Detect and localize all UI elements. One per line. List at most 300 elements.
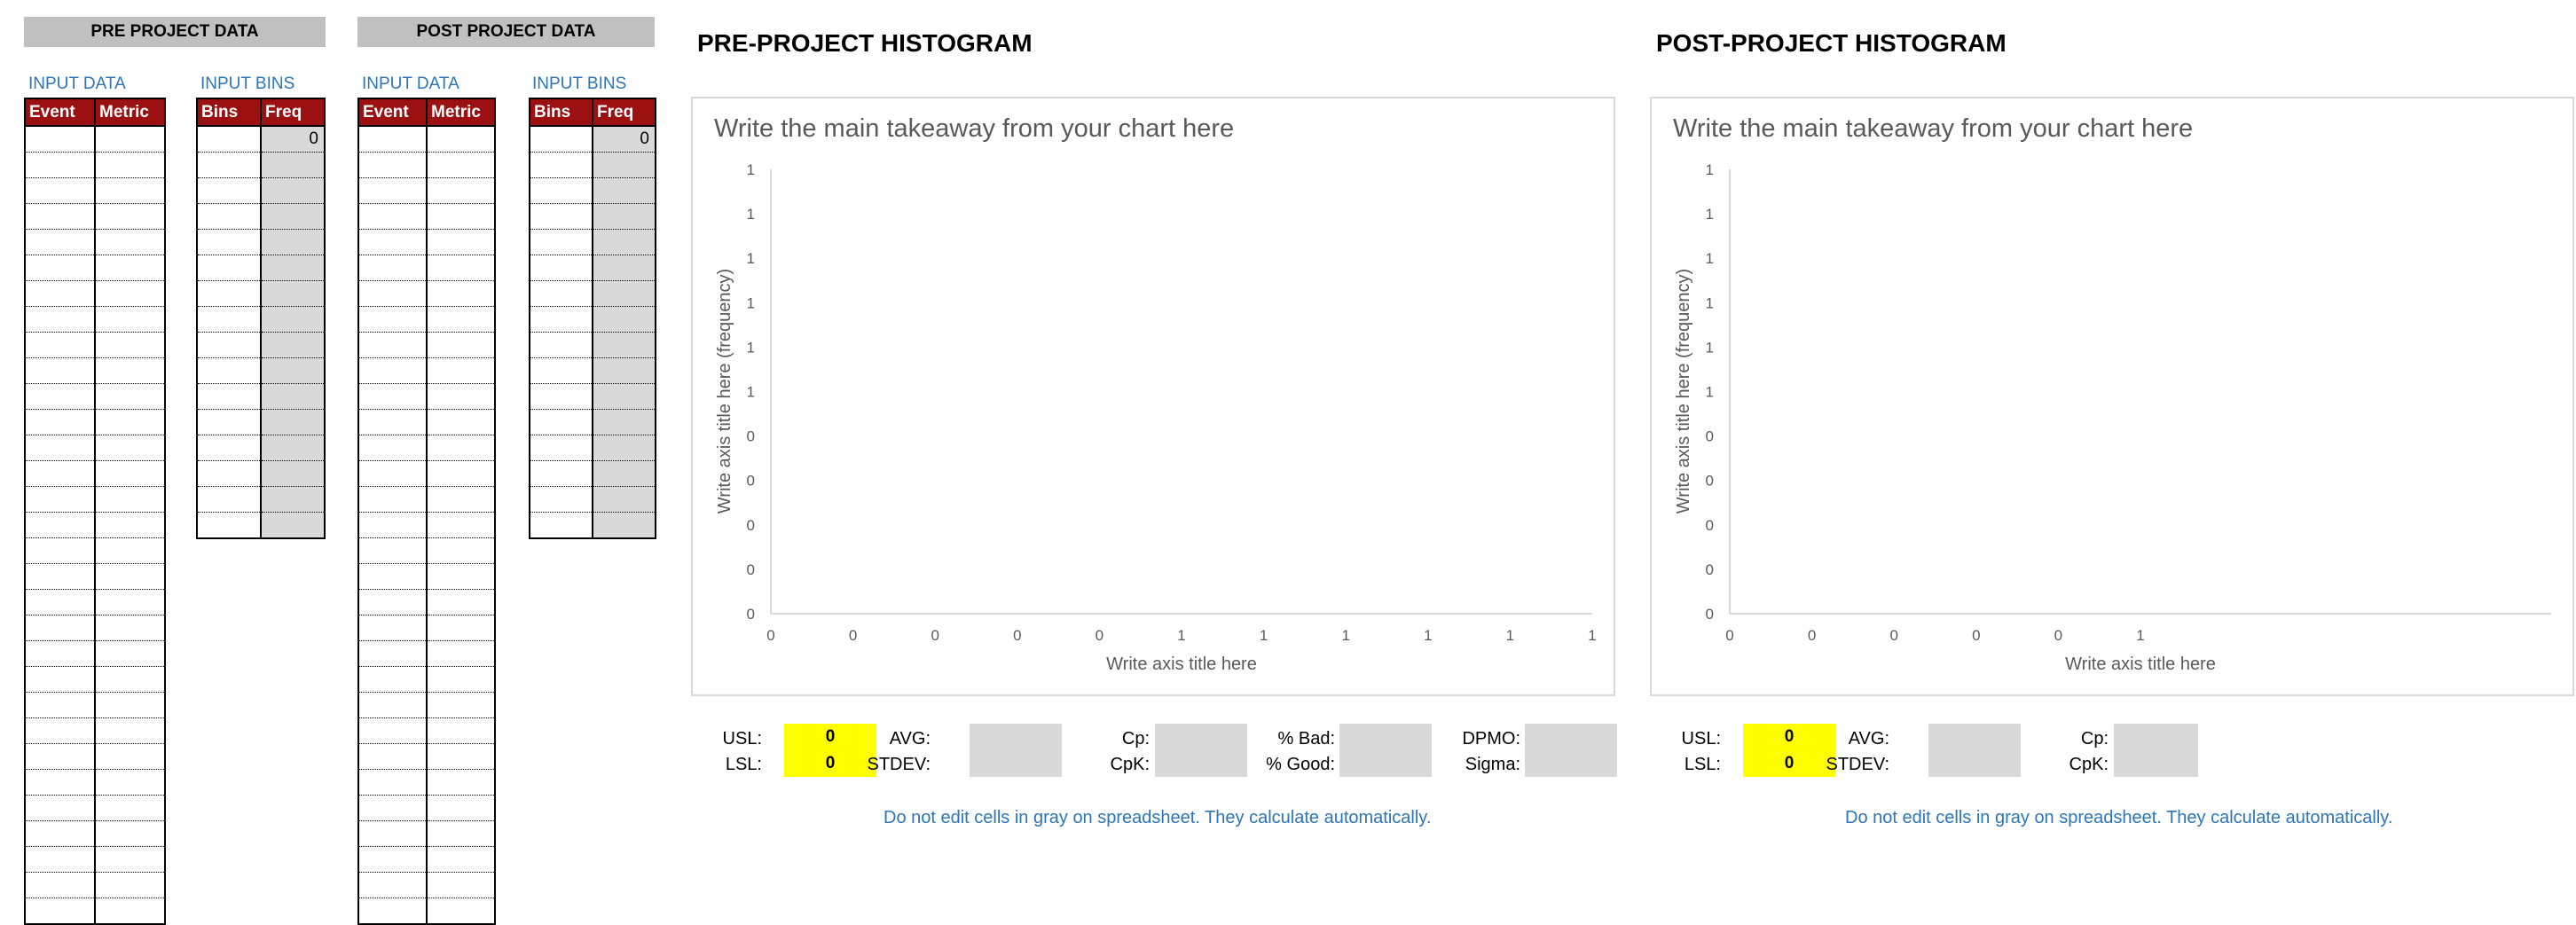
post-data-cell[interactable]: [427, 847, 495, 873]
pre-data-cell[interactable]: [25, 590, 95, 615]
post-data-cell[interactable]: [358, 204, 427, 230]
x-tick-label: 0: [1972, 627, 1981, 644]
post-data-cell[interactable]: [358, 590, 427, 615]
post-data-cell[interactable]: [358, 873, 427, 898]
post-data-row: [358, 693, 495, 718]
post-bins-cell[interactable]: [530, 333, 593, 358]
post-data-cell[interactable]: [427, 898, 495, 925]
pre-bins-cell[interactable]: [197, 307, 261, 333]
post-data-row: [358, 255, 495, 281]
x-tick-label: 1: [2136, 627, 2145, 644]
post-lsl-value[interactable]: 0: [1743, 750, 1835, 777]
post-data-row: [358, 307, 495, 333]
pre-bins-cell[interactable]: [197, 384, 261, 410]
post-stdev-label: STDEV:: [1826, 755, 1889, 774]
pre-data-cell[interactable]: [25, 564, 95, 590]
post-data-cell[interactable]: [427, 770, 495, 796]
y-tick-label: 1: [1705, 161, 1714, 178]
pre-data-row: [25, 255, 165, 281]
pre-bins-cell[interactable]: [197, 281, 261, 307]
post-data-cell[interactable]: [427, 667, 495, 693]
post-project-data-header: POST PROJECT DATA: [357, 17, 655, 47]
pre-project-data-header: PRE PROJECT DATA: [24, 17, 326, 47]
post-bins-cell: 0: [593, 126, 656, 153]
post-bins-cell[interactable]: [530, 153, 593, 178]
pre-data-cell[interactable]: [25, 693, 95, 718]
pre-data-cell[interactable]: [25, 641, 95, 667]
pre-data-cell[interactable]: [95, 796, 165, 821]
pre-data-cell[interactable]: [25, 255, 95, 281]
post-chart-takeaway[interactable]: Write the main takeaway from your chart here: [1673, 114, 2194, 143]
y-tick-label: 0: [746, 472, 755, 490]
pre-data-cell[interactable]: [95, 126, 165, 153]
pre-cp-label: Cp:: [1121, 729, 1150, 749]
post-data-row: [358, 513, 495, 538]
pre-data-cell[interactable]: [95, 487, 165, 513]
pre-data-cell[interactable]: [95, 333, 165, 358]
post-data-cell[interactable]: [358, 384, 427, 410]
pre-bins-cell: [261, 487, 325, 513]
post-data-cell[interactable]: [427, 615, 495, 641]
post-bins-cell: [593, 153, 656, 178]
post-data-cell[interactable]: [358, 641, 427, 667]
post-metric-column-header: Metric: [427, 98, 495, 126]
post-data-row: [358, 615, 495, 641]
post-data-cell[interactable]: [427, 358, 495, 384]
post-data-cell[interactable]: [358, 230, 427, 255]
pre-data-cell[interactable]: [25, 513, 95, 538]
post-data-cell[interactable]: [427, 461, 495, 487]
pre-data-row: [25, 770, 165, 796]
pre-data-row: [25, 744, 165, 770]
pre-data-cell[interactable]: [95, 435, 165, 461]
pre-bins-cell: [261, 153, 325, 178]
pre-data-cell[interactable]: [25, 796, 95, 821]
pre-usl-value[interactable]: 0: [784, 724, 876, 750]
post-data-cell[interactable]: [358, 770, 427, 796]
pre-data-cell[interactable]: [95, 770, 165, 796]
pre-data-cell[interactable]: [25, 744, 95, 770]
pre-bins-row: [197, 281, 325, 307]
pre-data-cell[interactable]: [95, 693, 165, 718]
y-tick-label: 1: [746, 383, 755, 401]
pre-bins-cell[interactable]: [197, 178, 261, 204]
pre-bins-cell: [261, 435, 325, 461]
post-bins-cell: [593, 358, 656, 384]
post-data-cell[interactable]: [358, 358, 427, 384]
pre-data-cell[interactable]: [25, 615, 95, 641]
pre-data-cell[interactable]: [25, 333, 95, 358]
pre-data-cell[interactable]: [25, 898, 95, 925]
pre-data-row: [25, 307, 165, 333]
post-data-cell[interactable]: [427, 230, 495, 255]
pre-bad-label: % Bad:: [1277, 729, 1335, 749]
post-data-row: [358, 461, 495, 487]
pre-data-row: [25, 513, 165, 538]
post-cp-label: Cp:: [2080, 729, 2109, 749]
pre-bins-row: [197, 358, 325, 384]
pre-data-row: [25, 435, 165, 461]
post-usl-value[interactable]: 0: [1743, 724, 1835, 750]
post-data-cell[interactable]: [358, 615, 427, 641]
post-data-cell[interactable]: [358, 898, 427, 925]
post-bins-cell[interactable]: [530, 230, 593, 255]
post-bins-column-header: Bins: [530, 98, 593, 126]
pre-data-row: [25, 358, 165, 384]
post-data-cell[interactable]: [427, 744, 495, 770]
post-bins-cell[interactable]: [530, 435, 593, 461]
pre-lsl-value[interactable]: 0: [784, 750, 876, 777]
pre-bins-cell[interactable]: [197, 410, 261, 435]
pre-data-row: [25, 384, 165, 410]
post-data-cell[interactable]: [358, 255, 427, 281]
pre-bins-cell: [261, 281, 325, 307]
pre-data-cell[interactable]: [95, 873, 165, 898]
y-axis-title: Write axis title here (frequency): [1674, 268, 1693, 514]
post-bins-row: [530, 230, 656, 255]
pre-data-row: [25, 718, 165, 744]
pre-bins-cell: [261, 333, 325, 358]
post-data-cell[interactable]: [358, 513, 427, 538]
post-bins-row: [530, 126, 656, 153]
post-data-cell[interactable]: [358, 487, 427, 513]
post-bins-cell: [593, 435, 656, 461]
post-histogram-chart[interactable]: [1650, 97, 2574, 696]
x-tick-label: 0: [1889, 627, 1898, 644]
x-tick-label: 1: [1424, 627, 1433, 644]
pre-data-cell[interactable]: [95, 513, 165, 538]
post-data-cell[interactable]: [427, 153, 495, 178]
pre-bins-cell[interactable]: [197, 435, 261, 461]
post-bins-cell[interactable]: [530, 126, 593, 153]
post-data-cell[interactable]: [427, 821, 495, 847]
post-data-cell[interactable]: [427, 564, 495, 590]
y-tick-label: 0: [1705, 472, 1714, 490]
post-data-cell[interactable]: [358, 461, 427, 487]
post-avg-label: AVG:: [1848, 729, 1889, 749]
post-data-row: [358, 384, 495, 410]
pre-bins-cell: [261, 384, 325, 410]
pre-data-cell[interactable]: [95, 204, 165, 230]
x-tick-label: 0: [1725, 627, 1734, 644]
post-data-row: [358, 358, 495, 384]
pre-data-cell[interactable]: [25, 204, 95, 230]
pre-bins-cell[interactable]: [197, 487, 261, 513]
x-tick-label: 0: [848, 627, 858, 644]
post-data-cell[interactable]: [427, 873, 495, 898]
post-data-cell[interactable]: [427, 693, 495, 718]
pre-bins-row: [197, 333, 325, 358]
post-data-cell[interactable]: [427, 796, 495, 821]
y-tick-label: 1: [1705, 206, 1714, 223]
pre-bins-row: [197, 255, 325, 281]
post-data-cell[interactable]: [427, 641, 495, 667]
pre-data-cell[interactable]: [25, 178, 95, 204]
pre-bins-cell[interactable]: [197, 461, 261, 487]
pre-data-row: [25, 333, 165, 358]
pre-data-cell[interactable]: [95, 641, 165, 667]
pre-bins-cell: [261, 358, 325, 384]
post-input-data-table: [357, 98, 496, 925]
post-data-cell[interactable]: [358, 178, 427, 204]
pre-dpmo-label: DPMO:: [1462, 729, 1520, 749]
post-bins-cell[interactable]: [530, 461, 593, 487]
post-bins-cell[interactable]: [530, 307, 593, 333]
pre-bins-row: [197, 384, 325, 410]
post-data-cell[interactable]: [358, 333, 427, 358]
post-data-cell[interactable]: [427, 307, 495, 333]
pre-data-cell[interactable]: [25, 153, 95, 178]
pre-bins-cell: [261, 410, 325, 435]
pre-data-cell[interactable]: [25, 461, 95, 487]
y-tick-label: 0: [746, 606, 755, 623]
post-data-row: [358, 770, 495, 796]
pre-data-cell[interactable]: [95, 615, 165, 641]
post-data-row: [358, 333, 495, 358]
pre-data-cell[interactable]: [95, 821, 165, 847]
pre-data-cell[interactable]: [25, 718, 95, 744]
post-bins-cell: [593, 204, 656, 230]
post-data-cell[interactable]: [427, 718, 495, 744]
pre-data-row: [25, 796, 165, 821]
pre-data-cell[interactable]: [25, 667, 95, 693]
pre-bins-row: [197, 126, 325, 153]
pre-bins-cell[interactable]: [197, 255, 261, 281]
post-data-row: [358, 873, 495, 898]
post-bins-cell[interactable]: [530, 358, 593, 384]
pre-data-cell[interactable]: [95, 384, 165, 410]
pre-event-column-header: Event: [25, 98, 95, 126]
pre-data-cell[interactable]: [25, 487, 95, 513]
post-data-cell[interactable]: [358, 693, 427, 718]
post-bins-cell[interactable]: [530, 204, 593, 230]
pre-bins-cell[interactable]: [197, 333, 261, 358]
pre-data-cell[interactable]: [25, 435, 95, 461]
post-bins-row: [530, 204, 656, 230]
pre-bins-row: [197, 461, 325, 487]
post-bins-row: [530, 435, 656, 461]
post-data-row: [358, 487, 495, 513]
post-data-cell[interactable]: [427, 513, 495, 538]
pre-metric-column-header: Metric: [95, 98, 165, 126]
post-bins-cell[interactable]: [530, 178, 593, 204]
pre-data-cell[interactable]: [95, 538, 165, 564]
pre-data-row: [25, 667, 165, 693]
post-data-cell[interactable]: [427, 410, 495, 435]
pre-data-row: [25, 590, 165, 615]
pre-data-cell[interactable]: [95, 358, 165, 384]
pre-data-row: [25, 564, 165, 590]
pre-data-cell[interactable]: [95, 410, 165, 435]
pre-data-row: [25, 821, 165, 847]
x-tick-label: 1: [1341, 627, 1350, 644]
post-bins-cell[interactable]: [530, 281, 593, 307]
x-tick-label: 0: [931, 627, 939, 644]
post-data-cell[interactable]: [358, 281, 427, 307]
pre-data-row: [25, 873, 165, 898]
pre-good-label: % Good:: [1266, 755, 1335, 774]
y-tick-label: 1: [1705, 250, 1714, 268]
pre-data-row: [25, 410, 165, 435]
pre-bins-row: [197, 435, 325, 461]
y-axis-title: Write axis title here (frequency): [715, 268, 734, 514]
post-data-cell[interactable]: [427, 487, 495, 513]
pre-data-cell[interactable]: [25, 281, 95, 307]
post-data-cell[interactable]: [427, 435, 495, 461]
post-data-cell[interactable]: [427, 333, 495, 358]
pre-chart-takeaway[interactable]: Write the main takeaway from your chart here: [714, 114, 1235, 143]
pre-data-cell[interactable]: [25, 538, 95, 564]
post-data-cell[interactable]: [358, 126, 427, 153]
post-data-cell[interactable]: [358, 796, 427, 821]
post-bins-cell[interactable]: [530, 384, 593, 410]
post-data-cell[interactable]: [427, 538, 495, 564]
post-bins-cell[interactable]: [530, 487, 593, 513]
pre-input-data-label: INPUT DATA: [28, 74, 126, 93]
pre-bins-row: [197, 178, 325, 204]
pre-bins-cell: [261, 307, 325, 333]
post-bins-cell: [593, 307, 656, 333]
pre-data-cell[interactable]: [25, 307, 95, 333]
post-data-cell[interactable]: [427, 590, 495, 615]
y-tick-label: 1: [1705, 383, 1714, 401]
pre-data-cell[interactable]: [95, 590, 165, 615]
pre-data-row: [25, 178, 165, 204]
pre-bins-cell: [261, 513, 325, 539]
pre-data-cell[interactable]: [25, 230, 95, 255]
post-data-cell[interactable]: [358, 435, 427, 461]
post-data-cell[interactable]: [358, 744, 427, 770]
pre-data-row: [25, 898, 165, 925]
pre-input-bins-table: [196, 98, 326, 539]
pre-histogram-chart[interactable]: [691, 97, 1615, 696]
pre-data-cell[interactable]: [25, 358, 95, 384]
post-data-row: [358, 126, 495, 153]
post-bins-cell[interactable]: [530, 410, 593, 435]
post-usl-label: USL:: [1681, 729, 1721, 749]
post-data-row: [358, 641, 495, 667]
pre-freq-column-header: Freq: [261, 98, 325, 126]
post-data-cell[interactable]: [358, 153, 427, 178]
post-cp-value: [2114, 724, 2198, 750]
y-tick-label: 0: [746, 427, 755, 445]
post-data-cell[interactable]: [427, 178, 495, 204]
pre-stdev-label: STDEV:: [867, 755, 931, 774]
pre-data-cell[interactable]: [95, 281, 165, 307]
post-bins-row: [530, 281, 656, 307]
pre-data-cell[interactable]: [95, 461, 165, 487]
pre-data-cell[interactable]: [25, 384, 95, 410]
post-data-cell[interactable]: [427, 255, 495, 281]
pre-data-cell[interactable]: [25, 126, 95, 153]
pre-data-cell[interactable]: [95, 898, 165, 925]
pre-data-row: [25, 281, 165, 307]
pre-bins-cell[interactable]: [197, 358, 261, 384]
pre-data-cell[interactable]: [95, 178, 165, 204]
pre-bins-row: [197, 307, 325, 333]
y-tick-label: 1: [746, 161, 755, 178]
pre-bins-cell: [261, 461, 325, 487]
x-tick-label: 0: [2054, 627, 2063, 644]
pre-bins-cell[interactable]: [197, 513, 261, 539]
pre-data-cell[interactable]: [25, 410, 95, 435]
pre-data-row: [25, 204, 165, 230]
post-data-cell[interactable]: [427, 281, 495, 307]
post-data-cell[interactable]: [427, 204, 495, 230]
pre-data-cell[interactable]: [25, 847, 95, 873]
pre-data-row: [25, 693, 165, 718]
post-bins-row: [530, 178, 656, 204]
post-data-cell[interactable]: [358, 847, 427, 873]
post-bins-cell: [593, 410, 656, 435]
pre-bins-cell[interactable]: [197, 204, 261, 230]
post-bins-cell: [593, 230, 656, 255]
post-data-cell[interactable]: [358, 667, 427, 693]
post-bins-row: [530, 384, 656, 410]
pre-histogram-svg: [693, 98, 1617, 698]
pre-data-cell[interactable]: [95, 255, 165, 281]
x-axis-title: Write axis title here: [1106, 655, 1257, 674]
pre-data-cell[interactable]: [95, 744, 165, 770]
pre-bins-cell[interactable]: [197, 153, 261, 178]
pre-bins-row: [197, 487, 325, 513]
post-data-cell[interactable]: [358, 564, 427, 590]
post-bins-cell: [593, 178, 656, 204]
x-tick-label: 0: [1013, 627, 1022, 644]
post-data-cell[interactable]: [358, 821, 427, 847]
pre-data-cell[interactable]: [95, 667, 165, 693]
y-tick-label: 0: [1705, 560, 1714, 578]
pre-data-cell[interactable]: [95, 718, 165, 744]
y-tick-label: 1: [1705, 339, 1714, 357]
pre-bins-column-header: Bins: [197, 98, 261, 126]
pre-bins-cell[interactable]: [197, 126, 261, 153]
post-bins-row: [530, 358, 656, 384]
pre-data-cell[interactable]: [95, 564, 165, 590]
pre-data-row: [25, 153, 165, 178]
pre-bins-cell: [261, 178, 325, 204]
pre-histogram-title: PRE-PROJECT HISTOGRAM: [697, 29, 1033, 57]
post-data-cell[interactable]: [358, 718, 427, 744]
post-data-cell[interactable]: [427, 384, 495, 410]
pre-bins-cell[interactable]: [197, 230, 261, 255]
post-bins-row: [530, 461, 656, 487]
post-bins-cell[interactable]: [530, 255, 593, 281]
pre-bins-cell: [261, 255, 325, 281]
post-data-cell[interactable]: [358, 307, 427, 333]
pre-data-cell[interactable]: [95, 153, 165, 178]
pre-data-cell[interactable]: [95, 230, 165, 255]
pre-lsl-label: LSL:: [725, 755, 762, 774]
pre-data-cell[interactable]: [25, 873, 95, 898]
post-data-cell[interactable]: [427, 126, 495, 153]
pre-data-cell[interactable]: [25, 770, 95, 796]
pre-data-row: [25, 538, 165, 564]
post-data-cell[interactable]: [358, 410, 427, 435]
post-data-cell[interactable]: [358, 538, 427, 564]
pre-cpk-label: CpK:: [1110, 755, 1150, 774]
x-tick-label: 0: [1807, 627, 1817, 644]
post-data-row: [358, 153, 495, 178]
pre-data-cell[interactable]: [95, 307, 165, 333]
pre-data-cell[interactable]: [95, 847, 165, 873]
pre-data-cell[interactable]: [25, 821, 95, 847]
post-bins-cell[interactable]: [530, 513, 593, 539]
x-tick-label: 1: [1177, 627, 1186, 644]
post-bins-row: [530, 513, 656, 539]
post-data-row: [358, 847, 495, 873]
pre-data-row: [25, 615, 165, 641]
